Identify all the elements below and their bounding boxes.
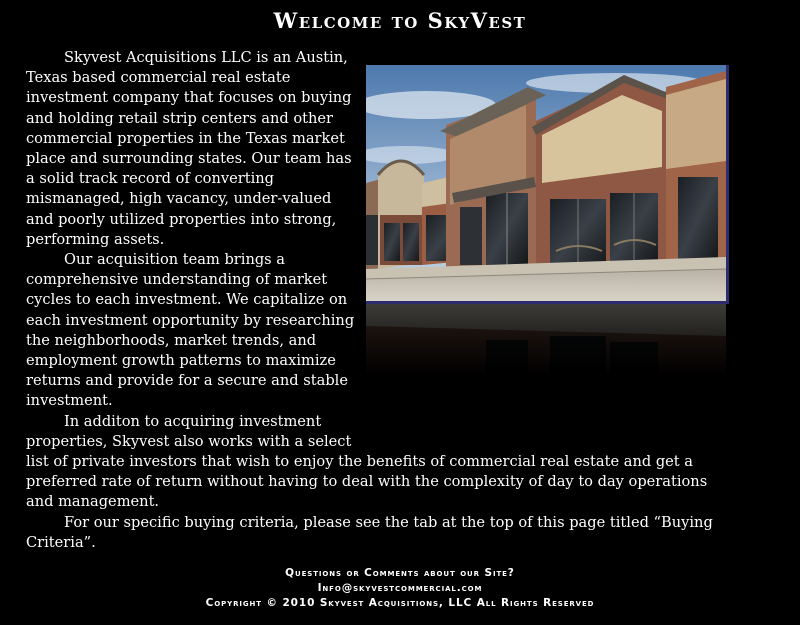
footer-copyright: Copyright © 2010 Skyvest Acquisitions, LLC All Rights Reserved [205,597,595,609]
photo-reflection [366,304,726,376]
intro-paragraph: Skyvest Acquisitions LLC is an Austin, Texas based commercial real estate investment company that focuses on buying and holding retail strip centers and other commercial properties in the Texas market place and surrounding states. Our team has a solid track record of converting mismanaged, high vacancy, under-valued and poorly utilized properties into strong, performing assets. [26,49,352,248]
retail-strip-center-photo [366,65,729,304]
storefront-reflection-illustration [366,304,726,376]
storefront-illustration [366,65,726,301]
investors-paragraph: In additon to acquiring investment properties, Skyvest also works with a select list of private investors that wish to enjoy the benefits of commercial real estate and get a preferred rate of return without having to deal with the complexity of day to day operations and management. [26,412,708,511]
property-photo-container [366,65,730,438]
footer-questions: Questions or Comments about our Site? [285,567,515,579]
footer [0,566,800,611]
acquisition-paragraph: Our acquisition team brings a comprehensive understanding of market cycles to each investment. We capitalize on each investment opportunity by researching the neighborhoods, market trends, and employment growth patterns to maximize returns and provide for a secure and stable investment. [26,251,355,410]
buying-criteria-paragraph: For our specific buying criteria, please see the tab at the top of this page titled “Buying Criteria”. [26,513,713,551]
main-content [26,48,726,553]
contact-email-link[interactable]: Info@skyvestcommercial.com [317,582,483,594]
page-title: Welcome to SkyVest [273,8,527,33]
